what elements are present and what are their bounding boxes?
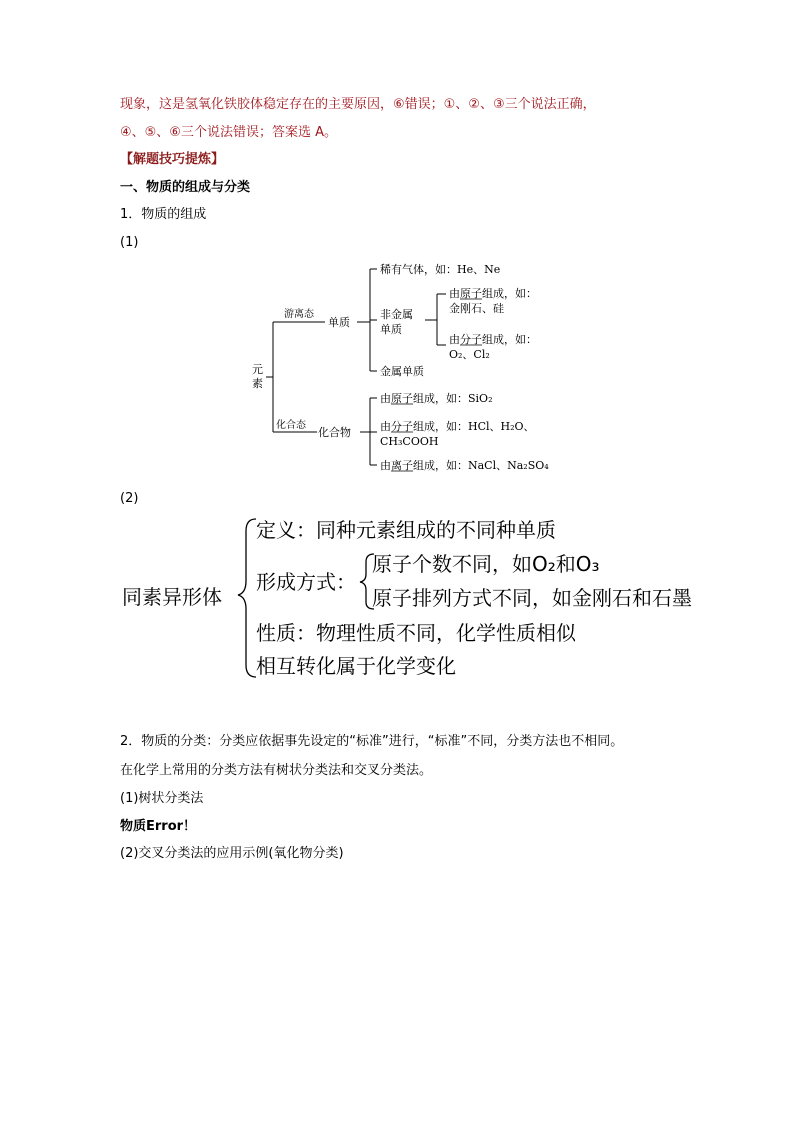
node-simple-substance: 单质 — [328, 316, 350, 329]
node-molecular-line1: 由分子组成，如： — [449, 333, 537, 346]
node-compound-molecular-line1: 由分子组成，如：HCl、H₂O、 — [380, 420, 535, 433]
section-heading: 【解题技巧提炼】 — [120, 152, 225, 167]
cross-method-title: (2)交叉分类法的应用示例(氧化物分类) — [120, 846, 344, 861]
node-nonmetal-line2: 单质 — [380, 323, 402, 336]
allotrope-conversion: 相互转化属于化学变化 — [256, 654, 456, 678]
classification-intro-line-2: 在化学上常用的分类方法有树状分类法和交叉分类法。 — [120, 763, 433, 778]
node-noble-gas: 稀有气体，如：He、Ne — [380, 263, 501, 276]
node-atomic-line1: 由原子组成，如： — [449, 287, 537, 300]
node-metal: 金属单质 — [380, 365, 424, 378]
item-marker-1: (1) — [120, 235, 139, 250]
subsection-title: 1．物质的组成 — [120, 207, 207, 222]
node-compound-molecular-line2: CH₃COOH — [380, 435, 439, 448]
branch-free-state: 游离态 — [284, 309, 314, 320]
element-classification-diagram — [0, 0, 794, 500]
answer-explanation-line-2: ④、⑤、⑥三个说法错误；答案选 A。 — [120, 125, 337, 140]
allotrope-definition: 定义：同种元素组成的不同种单质 — [256, 518, 556, 542]
section-title: 一、物质的组成与分类 — [120, 180, 251, 195]
node-molecular-line2: O₂、Cl₂ — [449, 348, 490, 361]
classification-intro-line-1: 2．物质的分类：分类应依据事先设定的“标准”进行，“标准”不同，分类方法也不相同。 — [120, 734, 624, 749]
allotrope-properties: 性质：物理性质不同，化学性质相似 — [256, 621, 576, 645]
node-nonmetal-line1: 非金属 — [380, 308, 413, 321]
allotrope-root: 同素异形体 — [122, 585, 222, 609]
branch-compound-state: 化合态 — [276, 420, 306, 431]
node-compound: 化合物 — [318, 426, 351, 439]
answer-explanation-line-1: 现象，这是氢氧化铁胶体稳定存在的主要原因，⑥错误；①、②、③三个说法正确， — [120, 97, 596, 112]
formation-atom-arrangement: 原子排列方式不同，如金刚石和石墨 — [372, 586, 692, 610]
node-atomic-line2: 金刚石、硅 — [449, 302, 504, 315]
tree-method-title: (1)树状分类法 — [120, 791, 204, 806]
item-marker-2: (2) — [120, 491, 139, 506]
root-element-char2: 素 — [252, 377, 263, 390]
node-compound-ionic: 由离子组成，如：NaCl、Na₂SO₄ — [380, 459, 549, 472]
allotrope-formation-label: 形成方式： — [256, 570, 356, 594]
node-compound-atomic: 由原子组成，如：SiO₂ — [380, 392, 493, 405]
root-element-char1: 元 — [252, 363, 263, 376]
allotrope-diagram — [0, 505, 794, 685]
formation-atom-count: 原子个数不同，如O₂和O₃ — [372, 552, 600, 576]
error-placeholder: 物质Error！ — [120, 819, 197, 834]
